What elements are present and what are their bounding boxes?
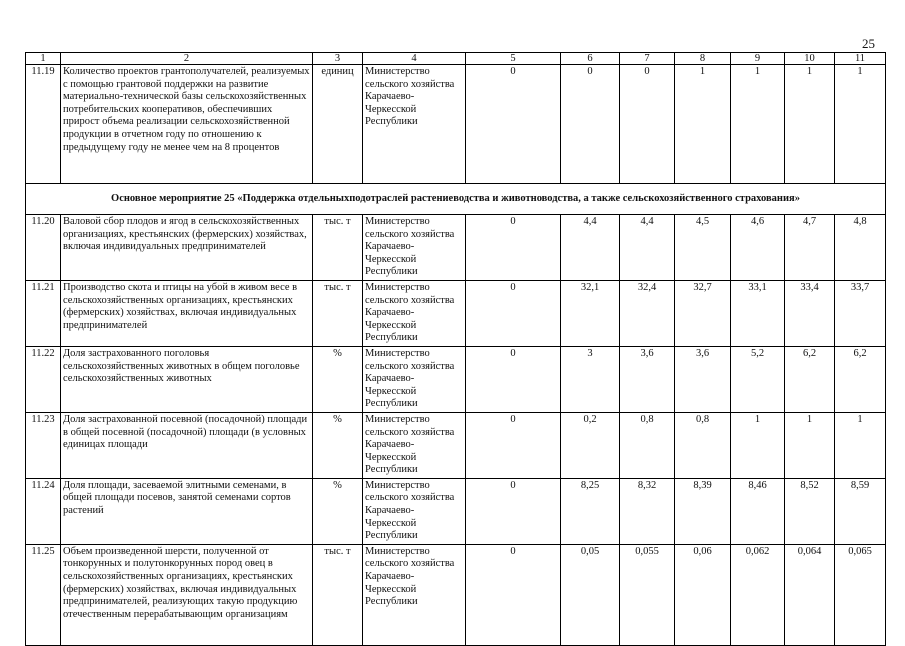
indicator-value: 32,1 [561,280,620,346]
indicator-value: 8,59 [835,478,886,544]
indicators-table [25,52,886,646]
indicator-value: 4,5 [675,215,731,281]
header-cell: 9 [731,53,785,65]
header-cell: 2 [61,53,313,65]
indicator-value: 32,4 [620,280,675,346]
indicator-value: 1 [835,65,886,184]
section-row [26,184,886,215]
indicator-value: 8,46 [731,478,785,544]
indicator-value: 1 [731,65,785,184]
indicator-value: 5,2 [731,346,785,412]
indicator-value: 0 [466,544,561,645]
header-cell: 4 [363,53,466,65]
header-cell: 11 [835,53,886,65]
indicator-unit: тыс. т [313,544,363,645]
header-cell: 3 [313,53,363,65]
responsible-organization: Министерство сельского хозяйства Карачаево-Черкесской Республики [363,346,466,412]
header-cell: 1 [26,53,61,65]
indicator-description: Производство скота и птицы на убой в живом весе в сельскохозяйственных организациях, крестьянских (фермерских) хозяйствах, включая индивидуальных предпринимателей [61,280,313,346]
responsible-organization: Министерство сельского хозяйства Карачаево-Черкесской Республики [363,478,466,544]
indicator-value: 8,25 [561,478,620,544]
indicator-row [26,544,886,645]
indicator-value: 4,7 [785,215,835,281]
indicator-value: 0,06 [675,544,731,645]
indicator-value: 3,6 [620,346,675,412]
indicator-value: 32,7 [675,280,731,346]
indicator-value: 4,4 [561,215,620,281]
indicator-description: Количество проектов грантополучателей, реализуемых с помощью грантовой поддержки на развитие материально-технической базы сельскохозяйственных потребительских кооперативов, обеспечивших прирост объема реализации сельскохозяйственной продукции в отчетном году по отношению к предыдущему году не менее чем на 8 процентов [61,65,313,184]
indicator-value: 1 [785,65,835,184]
responsible-organization: Министерство сельского хозяйства Карачаево-Черкесской Республики [363,280,466,346]
indicator-value: 0 [466,478,561,544]
indicator-value: 3,6 [675,346,731,412]
indicator-value: 1 [835,412,886,478]
indicator-value: 0,064 [785,544,835,645]
responsible-organization: Министерство сельского хозяйства Карачаево-Черкесской Республики [363,412,466,478]
header-cell: 6 [561,53,620,65]
indicator-number: 11.22 [26,346,61,412]
indicator-value: 0 [466,215,561,281]
indicator-value: 33,1 [731,280,785,346]
responsible-organization: Министерство сельского хозяйства Карачаево-Черкесской Республики [363,215,466,281]
indicator-unit: % [313,346,363,412]
indicator-value: 33,7 [835,280,886,346]
indicator-value: 0,8 [620,412,675,478]
indicator-number: 11.25 [26,544,61,645]
indicator-value: 0,8 [675,412,731,478]
indicator-value: 8,52 [785,478,835,544]
indicator-unit: % [313,478,363,544]
header-cell: 7 [620,53,675,65]
indicator-number: 11.19 [26,65,61,184]
indicator-row [26,280,886,346]
indicator-value: 0 [466,65,561,184]
indicator-value: 0 [620,65,675,184]
indicator-number: 11.24 [26,478,61,544]
indicator-description: Валовой сбор плодов и ягод в сельскохозяйственных организациях, крестьянских (фермерских) хозяйствах, включая индивидуальных предпринимателей [61,215,313,281]
indicator-value: 1 [675,65,731,184]
indicator-description: Доля площади, засеваемой элитными семенами, в общей площади посевов, занятой семенами сортов растений [61,478,313,544]
indicator-value: 0,065 [835,544,886,645]
indicator-unit: % [313,412,363,478]
indicator-description: Объем произведенной шерсти, полученной от тонкорунных и полутонкорунных пород овец в сельскохозяйственных организациях, крестьянских (фермерских) хозяйствах, включая индивидуальных предпринимателей, реализующих такую продукцию отечественным перерабатывающим организациям [61,544,313,645]
indicator-value: 0 [466,412,561,478]
indicator-value: 6,2 [835,346,886,412]
indicator-value: 8,32 [620,478,675,544]
indicator-value: 3 [561,346,620,412]
indicator-value: 6,2 [785,346,835,412]
indicator-value: 0 [561,65,620,184]
indicator-value: 0,055 [620,544,675,645]
responsible-organization: Министерство сельского хозяйства Карачаево-Черкесской Республики [363,544,466,645]
page-number: 25 [862,36,875,51]
indicator-row [26,346,886,412]
indicator-description: Доля застрахованного поголовья сельскохозяйственных животных в общем поголовье сельскохозяйственных животных [61,346,313,412]
indicator-value: 8,39 [675,478,731,544]
header-cell: 10 [785,53,835,65]
indicator-value: 4,4 [620,215,675,281]
indicator-value: 0,062 [731,544,785,645]
section-title: Основное мероприятие 25 «Поддержка отдельныхподотраслей растениеводства и животноводства, а также сельскохозяйственного страхования» [26,184,886,215]
indicator-value: 1 [785,412,835,478]
indicator-unit: единиц [313,65,363,184]
indicator-row [26,412,886,478]
indicator-value: 0,05 [561,544,620,645]
indicator-value: 0,2 [561,412,620,478]
responsible-organization: Министерство сельского хозяйства Карачаево-Черкесской Республики [363,65,466,184]
indicator-value: 0 [466,280,561,346]
indicator-row [26,478,886,544]
indicator-unit: тыс. т [313,215,363,281]
indicator-description: Доля застрахованной посевной (посадочной) площади в общей посевной (посадочной) площади (в условных единицах площади [61,412,313,478]
indicator-number: 11.21 [26,280,61,346]
header-cell: 5 [466,53,561,65]
indicator-row [26,215,886,281]
column-number-header [26,53,886,65]
indicator-unit: тыс. т [313,280,363,346]
indicator-row [26,65,886,184]
indicator-value: 4,8 [835,215,886,281]
indicator-value: 33,4 [785,280,835,346]
indicator-value: 1 [731,412,785,478]
indicator-number: 11.20 [26,215,61,281]
indicator-value: 4,6 [731,215,785,281]
header-cell: 8 [675,53,731,65]
indicator-number: 11.23 [26,412,61,478]
indicator-value: 0 [466,346,561,412]
